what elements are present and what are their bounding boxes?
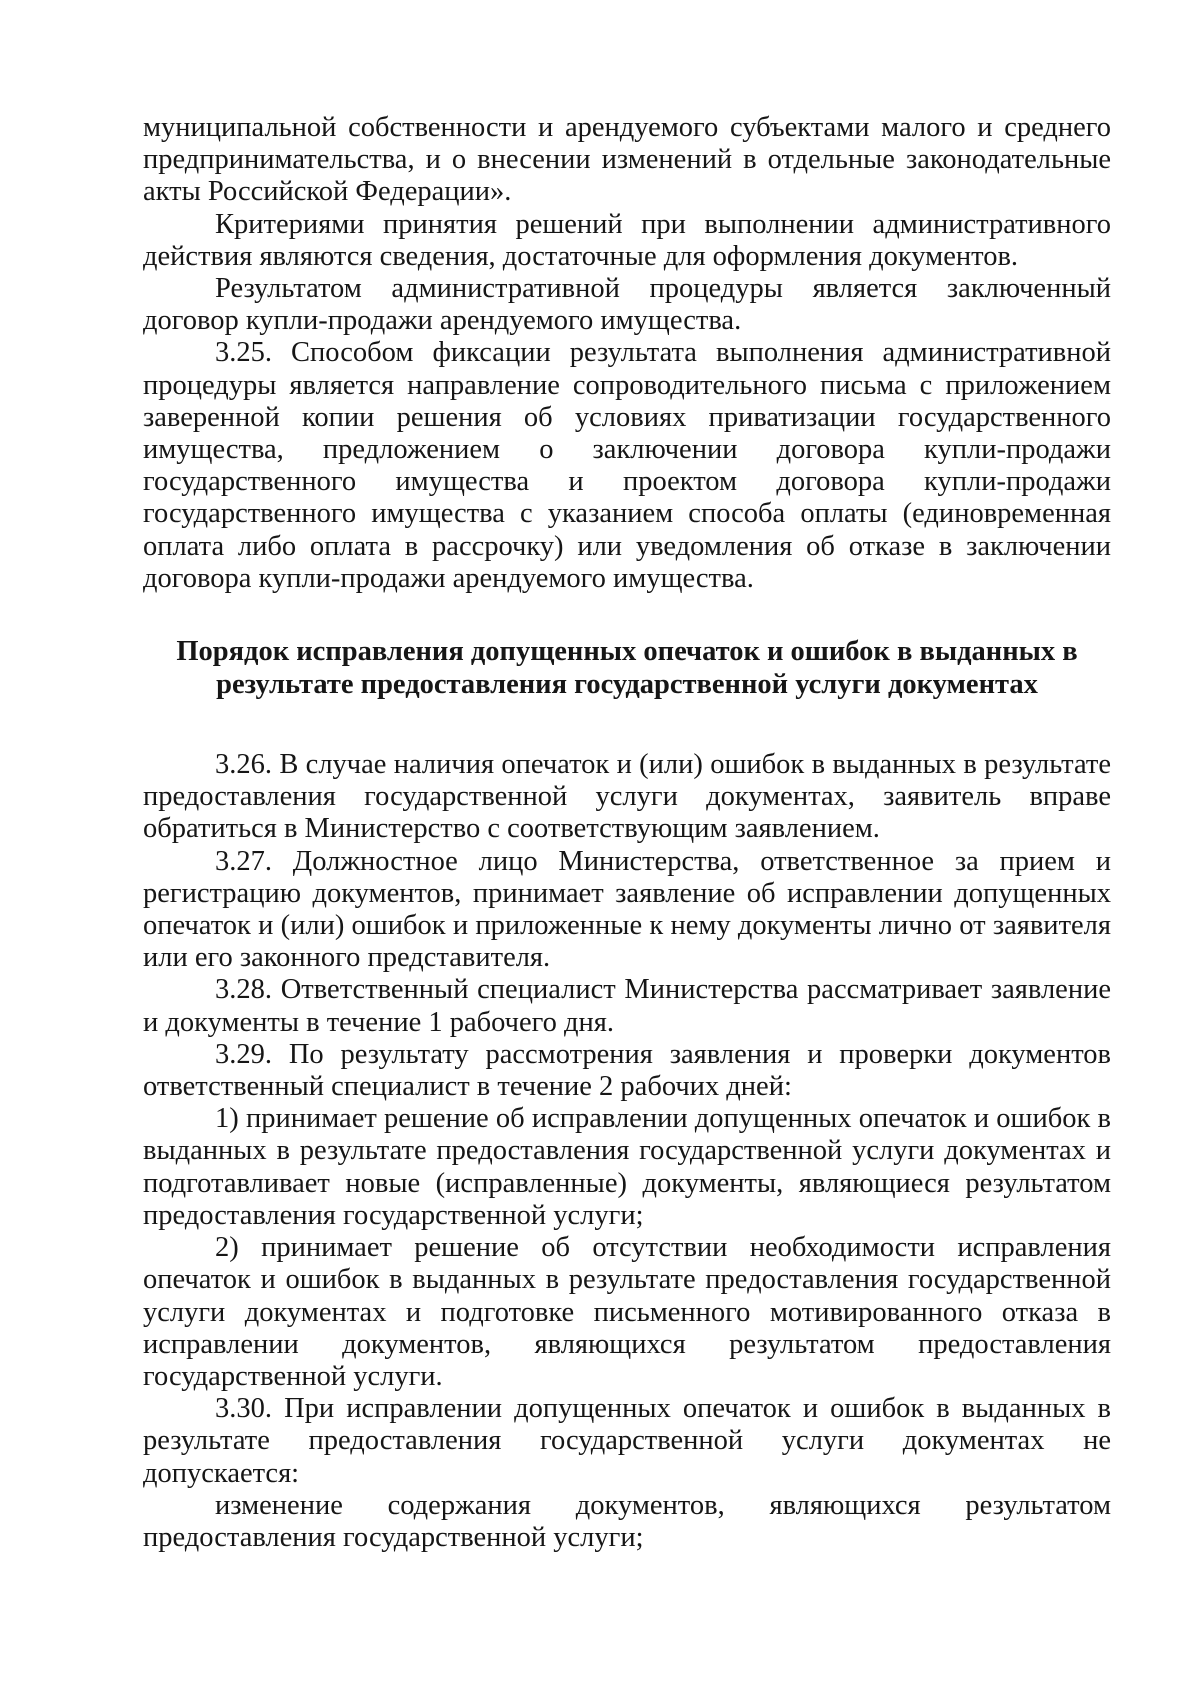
list-item-content-change: изменение содержания документов, являющихся результатом предоставления государственной услуги; [143, 1489, 1111, 1553]
paragraph-result: Результатом административной процедуры является заключенный договор купли-продажи арендуемого имущества. [143, 273, 1111, 337]
paragraph-3-29: 3.29. По результату рассмотрения заявления и проверки документов ответственный специалист в течение 2 рабочих дней: [143, 1038, 1111, 1103]
paragraph-3-30: 3.30. При исправлении допущенных опечаток и ошибок в выданных в результате предоставления государственной услуги документах не допускается: [143, 1393, 1111, 1489]
paragraph-3-27: 3.27. Должностное лицо Министерства, ответственное за прием и регистрацию документов, принимает заявление об исправлении допущенных опечаток и (или) ошибок и приложенные к нему документы лично от заявителя или его законного представителя. [143, 845, 1111, 974]
document-page [143, 112, 1111, 1554]
paragraph-criteria: Критериями принятия решений при выполнении административного действия являются сведения, достаточные для оформления документов. [143, 208, 1111, 272]
paragraph-continuation: муниципальной собственности и арендуемого субъектами малого и среднего предпринимательства, и о внесении изменений в отдельные законодательные акты Российской Федерации». [143, 112, 1111, 208]
paragraph-3-26: 3.26. В случае наличия опечаток и (или) ошибок в выданных в результате предоставления государственной услуги документах, заявитель вправе обратиться в Министерство с соответствующим заявлением. [143, 749, 1111, 845]
list-item-1: 1) принимает решение об исправлении допущенных опечаток и ошибок в выданных в результате предоставления государственной услуги документах и подготавливает новые (исправленные) документы, являющиеся результатом предоставления государственной услуги; [143, 1103, 1111, 1231]
section-heading: Порядок исправления допущенных опечаток и ошибок в выданных в результате предоставления государственной услуги документах [176, 636, 1078, 701]
paragraph-3-25: 3.25. Способом фиксации результата выполнения административной процедуры является направление сопроводительного письма с приложением заверенной копии решения об условиях приватизации государственного имущества, предложением о заключении договора купли-продажи государственного имущества и проектом договора купли-продажи государственного имущества с указанием способа оплаты (единовременная оплата либо оплата в рассрочку) или уведомления об отказе в заключении договора купли-продажи арендуемого имущества. [143, 337, 1111, 594]
paragraph-3-28: 3.28. Ответственный специалист Министерства рассматривает заявление и документы в течение 1 рабочего дня. [143, 974, 1111, 1038]
list-item-2: 2) принимает решение об отсутствии необходимости исправления опечаток и ошибок в выданных в результате предоставления государственной услуги документах и подготовке письменного мотивированного отказа в исправлении документов, являющихся результатом предоставления государственной услуги. [143, 1232, 1111, 1392]
